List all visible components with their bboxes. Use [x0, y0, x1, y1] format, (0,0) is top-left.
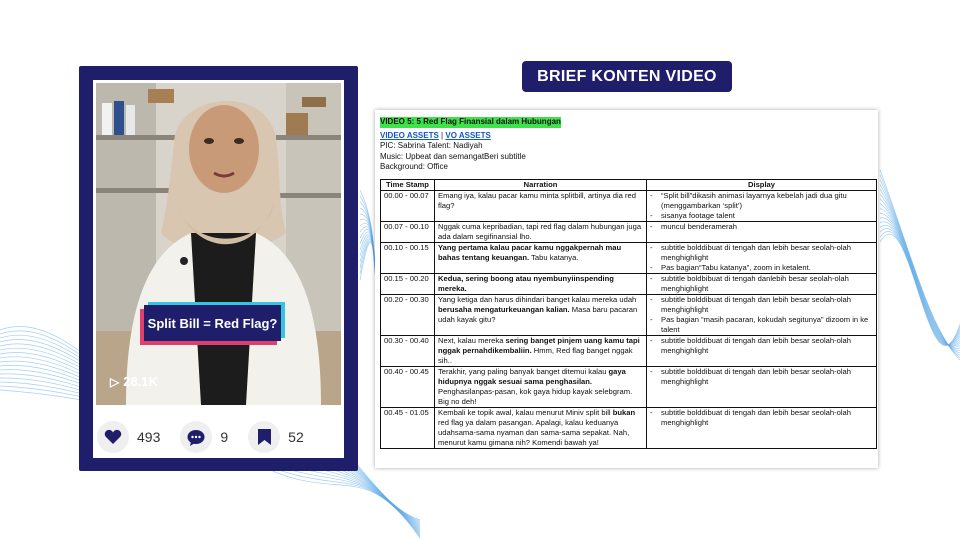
comment-action[interactable] [180, 421, 228, 453]
display-note [650, 274, 873, 294]
table-header-row [381, 179, 877, 190]
narration-text: Hmm, Red flag banget nggak sih.. [438, 345, 633, 365]
bullet-dash: - [650, 335, 653, 345]
cell-time-stamp: 00.40 - 00.45 [381, 366, 435, 407]
wave-line-right [880, 170, 960, 360]
like-count: 493 [137, 429, 161, 445]
narration-text: Terakhir, yang paling banyak banget ditemui kalau [438, 366, 609, 376]
cell-display [647, 190, 877, 221]
narration-text: sering banget pinjem uang kamu tapi nggak pernahdikembaliin. [438, 335, 640, 355]
narration-text: Next, kalau mereka [438, 335, 506, 345]
bullet-dash: - [650, 314, 653, 324]
like-action[interactable] [97, 421, 160, 453]
narration-text: Nggak cuma kepribadian, tapi red flag dalam hubungan juga ada dalam segifinansial lho. [438, 221, 642, 241]
save-action[interactable] [248, 421, 304, 453]
cell-display [647, 335, 877, 366]
cell-time-stamp: 00.00 - 00.07 [381, 190, 435, 221]
narration-text: gaya hidupnya nggak sesuai sama penghasilan. [438, 366, 626, 386]
narration-text: Yang ketiga dan harus dihindari banget kalau mereka udah [438, 294, 637, 304]
cell-time-stamp: 00.07 - 00.10 [381, 221, 435, 242]
cell-time-stamp: 00.15 - 00.20 [381, 273, 435, 294]
display-note-text: subtitle bolddibuat di tengah dan lebih besar seolah-olah menghighlight [661, 242, 851, 262]
display-note [650, 295, 873, 315]
comment-icon[interactable] [180, 421, 212, 453]
script-table-body [381, 190, 877, 448]
bullet-dash: - [650, 221, 653, 231]
display-note-text: muncul benderamerah [661, 221, 737, 231]
display-note [650, 315, 873, 335]
cell-time-stamp: 00.10 - 00.15 [381, 242, 435, 273]
video-card [79, 66, 358, 471]
cell-time-stamp: 00.30 - 00.40 [381, 335, 435, 366]
cell-narration [435, 335, 647, 366]
bullet-dash: - [650, 210, 653, 220]
save-count: 52 [288, 429, 304, 445]
video-caption: Split Bill = Red Flag? [144, 305, 281, 341]
cell-display [647, 366, 877, 407]
display-note [650, 243, 873, 263]
script-table [380, 179, 877, 449]
engagement-bar [97, 421, 341, 453]
narration-text: Penghasilanpas-pasan, kok gaya hidup kayak selebgram. Big no deh! [438, 386, 633, 406]
display-note-text: sisanya footage talent [661, 210, 735, 220]
bullet-dash: - [650, 262, 653, 272]
cell-narration [435, 190, 647, 221]
link-separator: | [438, 130, 446, 140]
bookmark-icon[interactable] [248, 421, 280, 453]
view-count [110, 374, 158, 389]
brief-title: BRIEF KONTEN VIDEO [522, 61, 732, 92]
display-note [650, 336, 873, 356]
display-note-text: Pas bagian“Tabu katanya”, zoom in ketalent. [661, 262, 811, 272]
cell-narration [435, 273, 647, 294]
meta-music: Music: Upbeat dan semangatBeri subtitle [380, 151, 526, 161]
narration-text: red flag ya dalam pasangan. Apalagi, kalau keduanya udahsama-sama nyaman dan sama-sama sepakat. Nah, menurut kamu gimana nih? Komendi bawah ya! [438, 417, 630, 447]
talent-illustration [96, 83, 341, 405]
table-row [381, 190, 877, 221]
display-note-text: subtitle bolddibuat di tengah dan lebih besar seolah-olah menghighlight [661, 294, 851, 314]
narration-text: berusaha mengaturkeuangan kalian. [438, 304, 570, 314]
document-title: VIDEO 5: 5 Red Flag Finansial dalam Hubungan [380, 117, 561, 126]
table-row [381, 366, 877, 407]
vo-assets-link[interactable]: VO ASSETS [445, 130, 491, 140]
play-icon: ▷ [110, 374, 120, 389]
narration-text: Emang iya, kalau pacar kamu minta splitbill, artinya dia red flag? [438, 190, 636, 210]
cell-narration [435, 294, 647, 335]
bullet-dash: - [650, 273, 653, 283]
video-assets-link[interactable]: VIDEO ASSETS [380, 130, 439, 140]
table-row [381, 273, 877, 294]
table-row [381, 407, 877, 448]
cell-time-stamp: 00.45 - 01.05 [381, 407, 435, 448]
display-note-text: subtitle boldbibuat di tengah danlebih besar seolah-olah menghighlight [661, 273, 849, 293]
wave-line-right [880, 208, 960, 345]
view-count-value: 28.1K [123, 374, 158, 389]
header-time-stamp: Time Stamp [381, 179, 435, 190]
display-note-text: subtitle bolddibuat di tengah dan lebih besar seolah-olah menghighlight [661, 407, 851, 427]
wave-line-right [880, 204, 960, 347]
heart-icon[interactable] [97, 421, 129, 453]
cell-narration [435, 242, 647, 273]
narration-text: Kedua, sering boong atau nyembunyiinspending mereka. [438, 273, 614, 293]
table-row [381, 221, 877, 242]
cell-display [647, 407, 877, 448]
table-row [381, 242, 877, 273]
narration-text: bukan [612, 407, 636, 417]
display-note [650, 263, 873, 273]
header-display: Display [647, 179, 877, 190]
cell-display [647, 294, 877, 335]
display-note-text: subtitle bolddibuat di tengah dan lebih besar seolah-olah menghighlight [661, 335, 851, 355]
cell-display [647, 221, 877, 242]
cell-display [647, 242, 877, 273]
display-note-text: “Split bill”dikasih animasi layarnya kebelah jadi dua gitu (menggambarkan ‘split’) [661, 190, 847, 210]
cell-narration [435, 366, 647, 407]
display-note [650, 222, 873, 232]
display-note [650, 211, 873, 221]
wave-line-right [880, 218, 960, 345]
bullet-dash: - [650, 407, 653, 417]
display-note [650, 408, 873, 428]
display-note-text: Pas bagian “masih pacaran, kokudah segitunya” dizoom in ke talent [661, 314, 869, 334]
display-note-text: subtitle bolddibuat di tengah dan lebih besar seolah-olah menghighlight [661, 366, 851, 386]
meta-pic: PIC: Sabrina Talent: Nadiyah [380, 141, 483, 150]
comment-count: 9 [220, 429, 229, 445]
header-narration: Narration [435, 179, 647, 190]
bullet-dash: - [650, 242, 653, 252]
cell-narration [435, 221, 647, 242]
wave-line-right [880, 199, 960, 347]
cell-time-stamp: 00.20 - 00.30 [381, 294, 435, 335]
narration-text: Yang pertama kalau pacar kamu nggakpernah mau bahas tentang keuangan. [438, 242, 622, 262]
narration-text: Kembali ke topik awal, kalau menurut Miniv split bill [438, 407, 613, 417]
bullet-dash: - [650, 366, 653, 376]
table-row [381, 335, 877, 366]
wave-line-right [880, 175, 960, 358]
cell-narration [435, 407, 647, 448]
bullet-dash: - [650, 294, 653, 304]
wave-line-right [880, 184, 960, 352]
cell-display [647, 273, 877, 294]
meta-background: Background: Office [380, 162, 448, 171]
wave-line-right [880, 194, 960, 349]
asset-links [380, 131, 872, 142]
display-note [650, 367, 873, 387]
bullet-dash: - [650, 190, 653, 200]
video-thumbnail[interactable] [96, 83, 341, 405]
narration-text: Tabu katanya. [529, 252, 579, 262]
video-card-inner [93, 80, 344, 458]
table-row [381, 294, 877, 335]
brief-document [375, 110, 878, 468]
narration-text: Masa baru pacaran udah kayak gitu? [438, 304, 638, 324]
display-note [650, 191, 873, 211]
